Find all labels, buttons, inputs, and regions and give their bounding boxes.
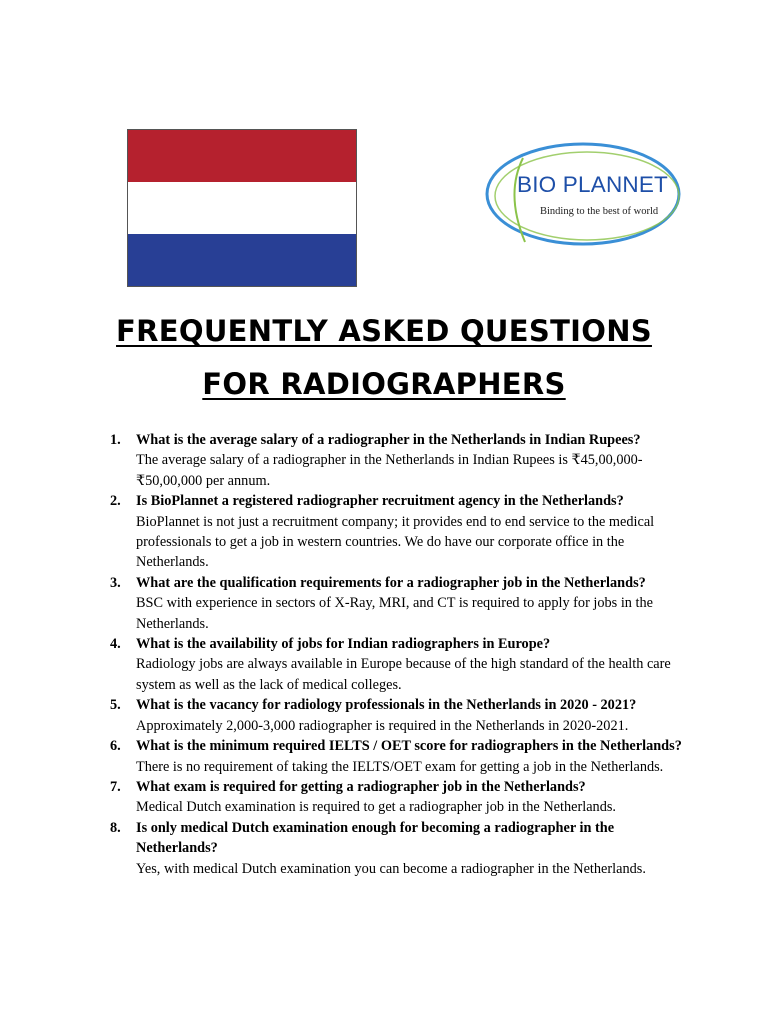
faq-question: Is BioPlannet a registered radiographer recruitment agency in the Netherlands? <box>136 493 624 510</box>
faq-item <box>110 491 685 573</box>
flag-blue-stripe <box>128 234 356 286</box>
faq-question: What is the average salary of a radiographer in the Netherlands in Indian Rupees? <box>136 432 641 448</box>
faq-number: 5. <box>110 697 121 714</box>
faq-number: 3. <box>110 574 121 591</box>
faq-number: 1. <box>110 432 121 448</box>
faq-answer: The average salary of a radiographer in the Netherlands in Indian Rupees is ₹45,00,000-₹50,00,000 per annum. <box>136 452 643 489</box>
faq-item <box>110 777 685 818</box>
faq-number: 7. <box>110 778 121 795</box>
faq-item <box>110 695 685 736</box>
faq-answer: Radiology jobs are always available in Europe because of the high standard of the health care system as well as the lack of medical colleges. <box>136 656 671 693</box>
bioplannet-logo <box>483 138 683 250</box>
faq-item <box>110 818 685 879</box>
faq-item <box>110 430 685 491</box>
netherlands-flag <box>127 129 357 287</box>
page-title-line-2: FOR RADIOGRAPHERS <box>202 367 566 401</box>
faq-item <box>110 573 685 634</box>
flag-red-stripe <box>128 130 356 182</box>
faq-answer: Medical Dutch examination is required to get a radiographer job in the Netherlands. <box>136 799 616 816</box>
faq-answer: There is no requirement of taking the IELTS/OET exam for getting a job in the Netherlands. <box>136 758 664 775</box>
faq-question: What exam is required for getting a radiographer job in the Netherlands? <box>136 778 586 795</box>
faq-number: 4. <box>110 636 121 653</box>
logo-title: BIO PLANNET <box>517 172 668 197</box>
faq-answer: BSC with experience in sectors of X-Ray, MRI, and CT is required to apply for jobs in the Netherlands. <box>136 595 653 632</box>
flag-white-stripe <box>128 182 356 234</box>
faq-number: 6. <box>110 738 121 755</box>
faq-question: What are the qualification requirements for a radiographer job in the Netherlands? <box>136 574 646 591</box>
faq-answer: BioPlannet is not just a recruitment company; it provides end to end service to the medical professionals to get a job in western countries. We do have our corporate office in the Netherlands. <box>136 513 655 571</box>
page-title-line-1: FREQUENTLY ASKED QUESTIONS <box>116 314 652 348</box>
faq-answer: Yes, with medical Dutch examination you can become a radiographer in the Netherlands. <box>136 860 646 877</box>
faq-item <box>110 736 685 777</box>
logo-tagline: Binding to the best of world <box>540 206 659 217</box>
faq-question: What is the vacancy for radiology professionals in the Netherlands in 2020 - 2021? <box>136 697 637 714</box>
faq-number: 2. <box>110 493 121 510</box>
faq-item <box>110 634 685 695</box>
faq-list <box>110 430 685 879</box>
faq-number: 8. <box>110 819 121 836</box>
faq-question: What is the availability of jobs for Indian radiographers in Europe? <box>136 636 551 653</box>
faq-question: What is the minimum required IELTS / OET score for radiographers in the Netherlands? <box>136 738 682 755</box>
faq-answer: Approximately 2,000-3,000 radiographer is required in the Netherlands in 2020-2021. <box>136 717 629 734</box>
faq-question: Is only medical Dutch examination enough for becoming a radiographer in the Netherlands? <box>136 819 615 857</box>
